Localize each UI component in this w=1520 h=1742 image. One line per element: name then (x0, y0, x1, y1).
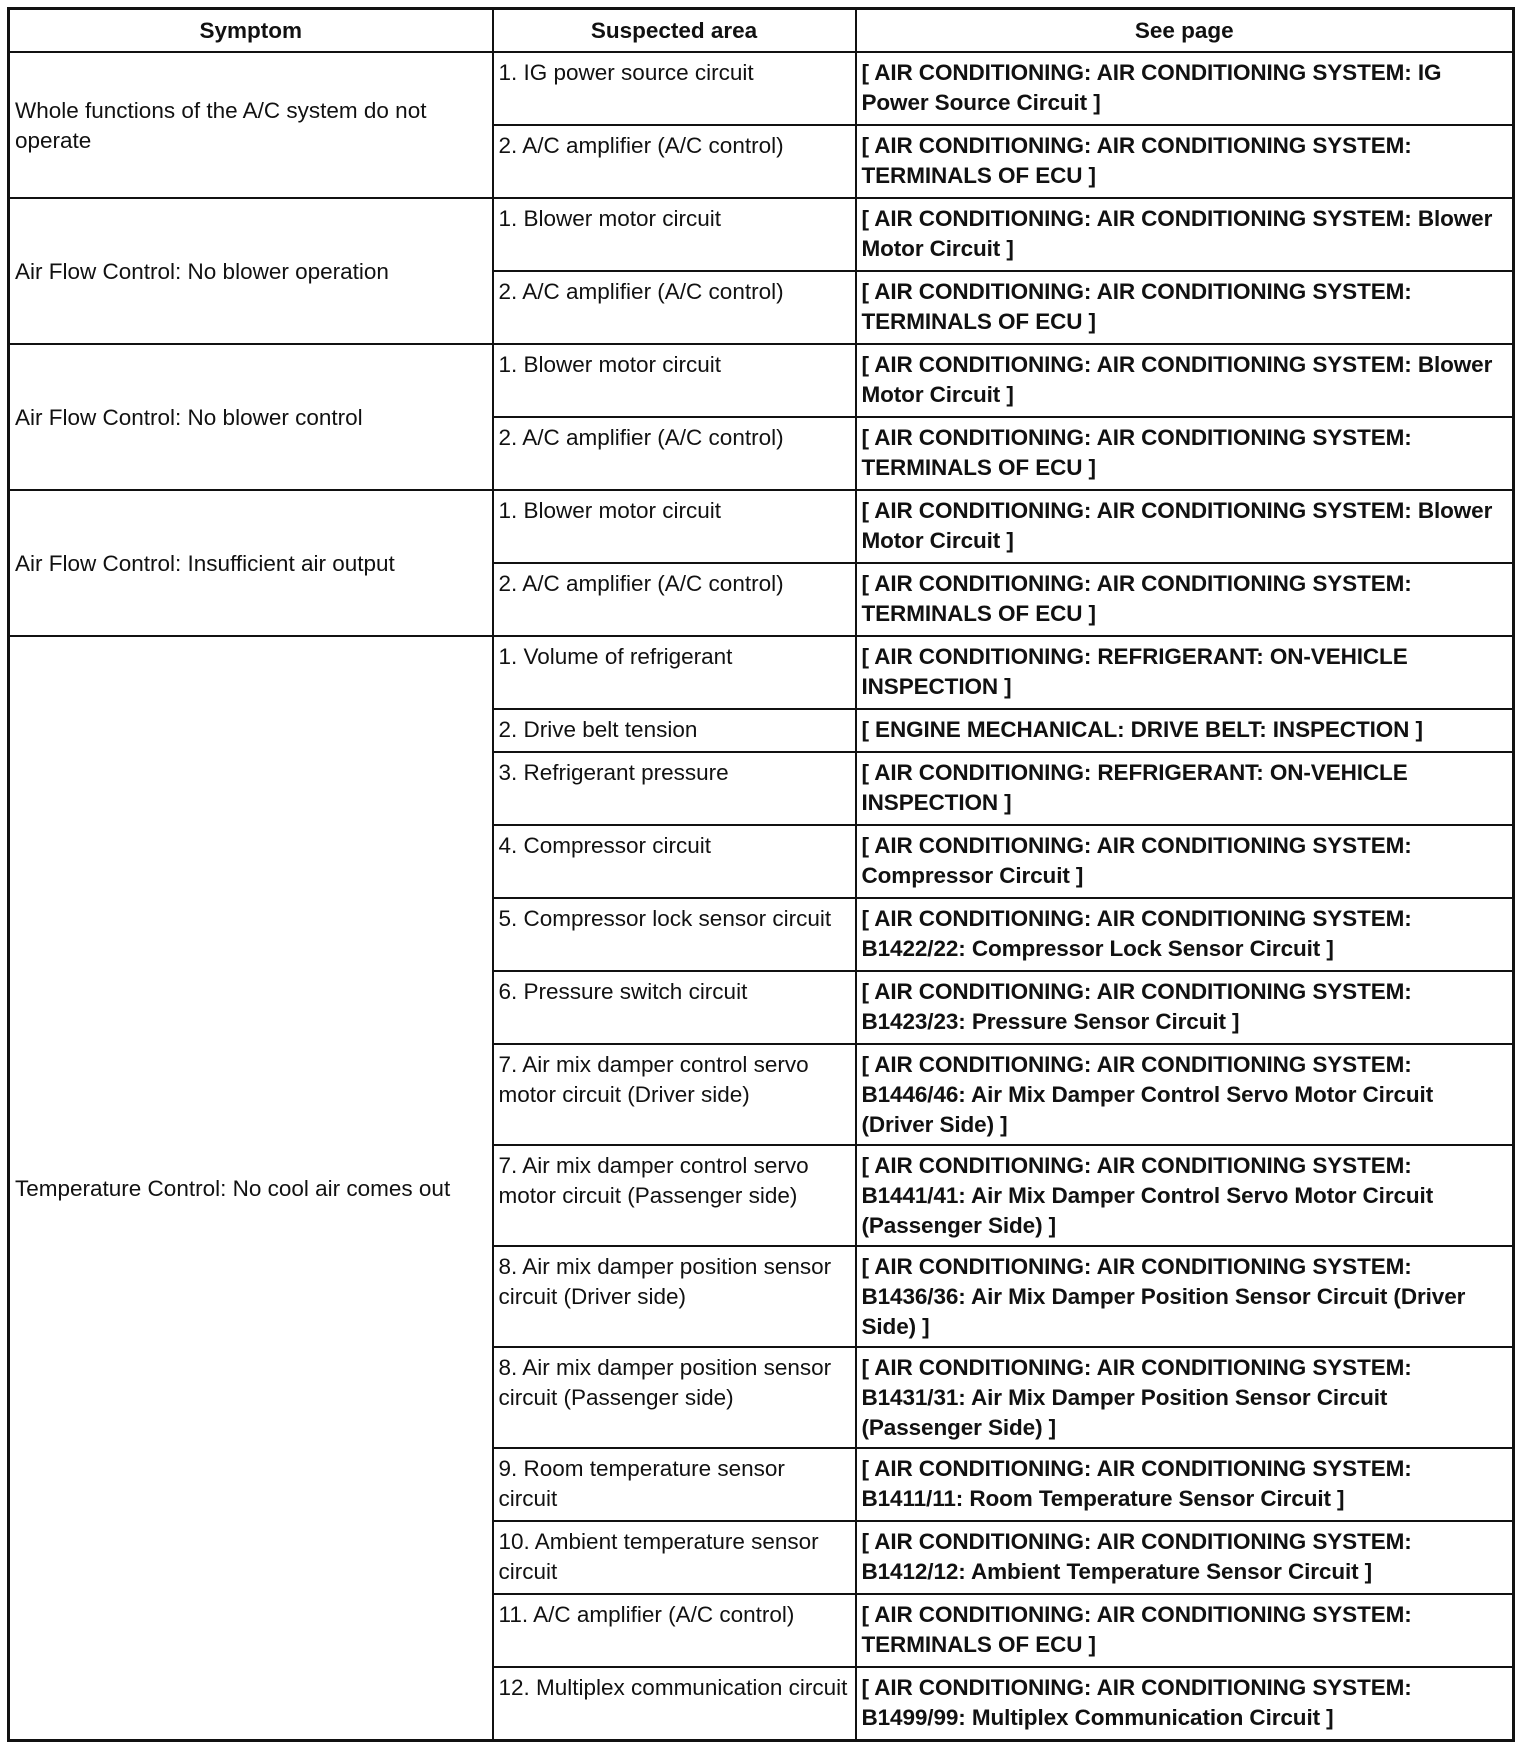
suspected-area-cell: 8. Air mix damper position sensor circuit (Passenger side) (493, 1347, 856, 1448)
suspected-area-cell: 9. Room temperature sensor circuit (493, 1448, 856, 1521)
symptom-cell: Air Flow Control: No blower operation (9, 198, 493, 344)
suspected-area-cell: 10. Ambient temperature sensor circuit (493, 1521, 856, 1594)
see-page-link[interactable]: [ AIR CONDITIONING: AIR CONDITIONING SYSTEM: TERMINALS OF ECU ] (856, 271, 1514, 344)
suspected-area-cell: 8. Air mix damper position sensor circuit (Driver side) (493, 1246, 856, 1347)
header-suspected-area: Suspected area (493, 9, 856, 53)
suspected-area-cell: 7. Air mix damper control servo motor circuit (Driver side) (493, 1044, 856, 1145)
suspected-area-cell: 1. Blower motor circuit (493, 198, 856, 271)
see-page-link[interactable]: [ AIR CONDITIONING: AIR CONDITIONING SYSTEM: TERMINALS OF ECU ] (856, 417, 1514, 490)
see-page-link[interactable]: [ AIR CONDITIONING: AIR CONDITIONING SYSTEM: B1422/22: Compressor Lock Sensor Circuit ] (856, 898, 1514, 971)
see-page-link[interactable]: [ AIR CONDITIONING: AIR CONDITIONING SYSTEM: Blower Motor Circuit ] (856, 198, 1514, 271)
symptom-cell: Air Flow Control: Insufficient air output (9, 490, 493, 636)
suspected-area-cell: 4. Compressor circuit (493, 825, 856, 898)
see-page-link[interactable]: [ AIR CONDITIONING: AIR CONDITIONING SYSTEM: B1436/36: Air Mix Damper Position Sensor Circuit (Driver Side) ] (856, 1246, 1514, 1347)
table-row (9, 198, 1514, 271)
suspected-area-cell: 3. Refrigerant pressure (493, 752, 856, 825)
table-row (9, 344, 1514, 417)
symptom-cell: Temperature Control: No cool air comes out (9, 636, 493, 1741)
see-page-link[interactable]: [ AIR CONDITIONING: AIR CONDITIONING SYSTEM: B1431/31: Air Mix Damper Position Sensor Circuit (Passenger Side) ] (856, 1347, 1514, 1448)
see-page-link[interactable]: [ ENGINE MECHANICAL: DRIVE BELT: INSPECTION ] (856, 709, 1514, 752)
see-page-link[interactable]: [ AIR CONDITIONING: AIR CONDITIONING SYSTEM: B1441/41: Air Mix Damper Control Servo Motor Circuit (Passenger Side) ] (856, 1145, 1514, 1246)
see-page-link[interactable]: [ AIR CONDITIONING: AIR CONDITIONING SYSTEM: TERMINALS OF ECU ] (856, 125, 1514, 198)
see-page-link[interactable]: [ AIR CONDITIONING: REFRIGERANT: ON-VEHICLE INSPECTION ] (856, 752, 1514, 825)
see-page-link[interactable]: [ AIR CONDITIONING: AIR CONDITIONING SYSTEM: B1412/12: Ambient Temperature Sensor Circuit ] (856, 1521, 1514, 1594)
suspected-area-cell: 11. A/C amplifier (A/C control) (493, 1594, 856, 1667)
see-page-link[interactable]: [ AIR CONDITIONING: AIR CONDITIONING SYSTEM: Blower Motor Circuit ] (856, 344, 1514, 417)
see-page-link[interactable]: [ AIR CONDITIONING: AIR CONDITIONING SYSTEM: Compressor Circuit ] (856, 825, 1514, 898)
suspected-area-cell: 1. Blower motor circuit (493, 490, 856, 563)
table-row (9, 636, 1514, 709)
table-row (9, 52, 1514, 125)
suspected-area-cell: 7. Air mix damper control servo motor circuit (Passenger side) (493, 1145, 856, 1246)
header-symptom: Symptom (9, 9, 493, 53)
suspected-area-cell: 6. Pressure switch circuit (493, 971, 856, 1044)
suspected-area-cell: 5. Compressor lock sensor circuit (493, 898, 856, 971)
suspected-area-cell: 2. A/C amplifier (A/C control) (493, 271, 856, 344)
see-page-link[interactable]: [ AIR CONDITIONING: AIR CONDITIONING SYSTEM: B1499/99: Multiplex Communication Circuit ] (856, 1667, 1514, 1741)
suspected-area-cell: 2. A/C amplifier (A/C control) (493, 563, 856, 636)
table-body (9, 52, 1514, 1741)
symptom-cell: Whole functions of the A/C system do not operate (9, 52, 493, 198)
see-page-link[interactable]: [ AIR CONDITIONING: REFRIGERANT: ON-VEHICLE INSPECTION ] (856, 636, 1514, 709)
header-row (9, 9, 1514, 53)
suspected-area-cell: 2. A/C amplifier (A/C control) (493, 417, 856, 490)
suspected-area-cell: 1. IG power source circuit (493, 52, 856, 125)
see-page-link[interactable]: [ AIR CONDITIONING: AIR CONDITIONING SYSTEM: B1423/23: Pressure Sensor Circuit ] (856, 971, 1514, 1044)
see-page-link[interactable]: [ AIR CONDITIONING: AIR CONDITIONING SYSTEM: TERMINALS OF ECU ] (856, 563, 1514, 636)
header-see-page: See page (856, 9, 1514, 53)
suspected-area-cell: 12. Multiplex communication circuit (493, 1667, 856, 1741)
suspected-area-cell: 1. Blower motor circuit (493, 344, 856, 417)
problem-symptoms-table (7, 7, 1515, 1742)
see-page-link[interactable]: [ AIR CONDITIONING: AIR CONDITIONING SYSTEM: Blower Motor Circuit ] (856, 490, 1514, 563)
see-page-link[interactable]: [ AIR CONDITIONING: AIR CONDITIONING SYSTEM: B1411/11: Room Temperature Sensor Circuit ] (856, 1448, 1514, 1521)
symptom-cell: Air Flow Control: No blower control (9, 344, 493, 490)
suspected-area-cell: 1. Volume of refrigerant (493, 636, 856, 709)
see-page-link[interactable]: [ AIR CONDITIONING: AIR CONDITIONING SYSTEM: TERMINALS OF ECU ] (856, 1594, 1514, 1667)
suspected-area-cell: 2. A/C amplifier (A/C control) (493, 125, 856, 198)
diagnostic-sheet (7, 7, 1512, 1742)
see-page-link[interactable]: [ AIR CONDITIONING: AIR CONDITIONING SYSTEM: IG Power Source Circuit ] (856, 52, 1514, 125)
see-page-link[interactable]: [ AIR CONDITIONING: AIR CONDITIONING SYSTEM: B1446/46: Air Mix Damper Control Servo Motor Circuit (Driver Side) ] (856, 1044, 1514, 1145)
suspected-area-cell: 2. Drive belt tension (493, 709, 856, 752)
table-row (9, 490, 1514, 563)
